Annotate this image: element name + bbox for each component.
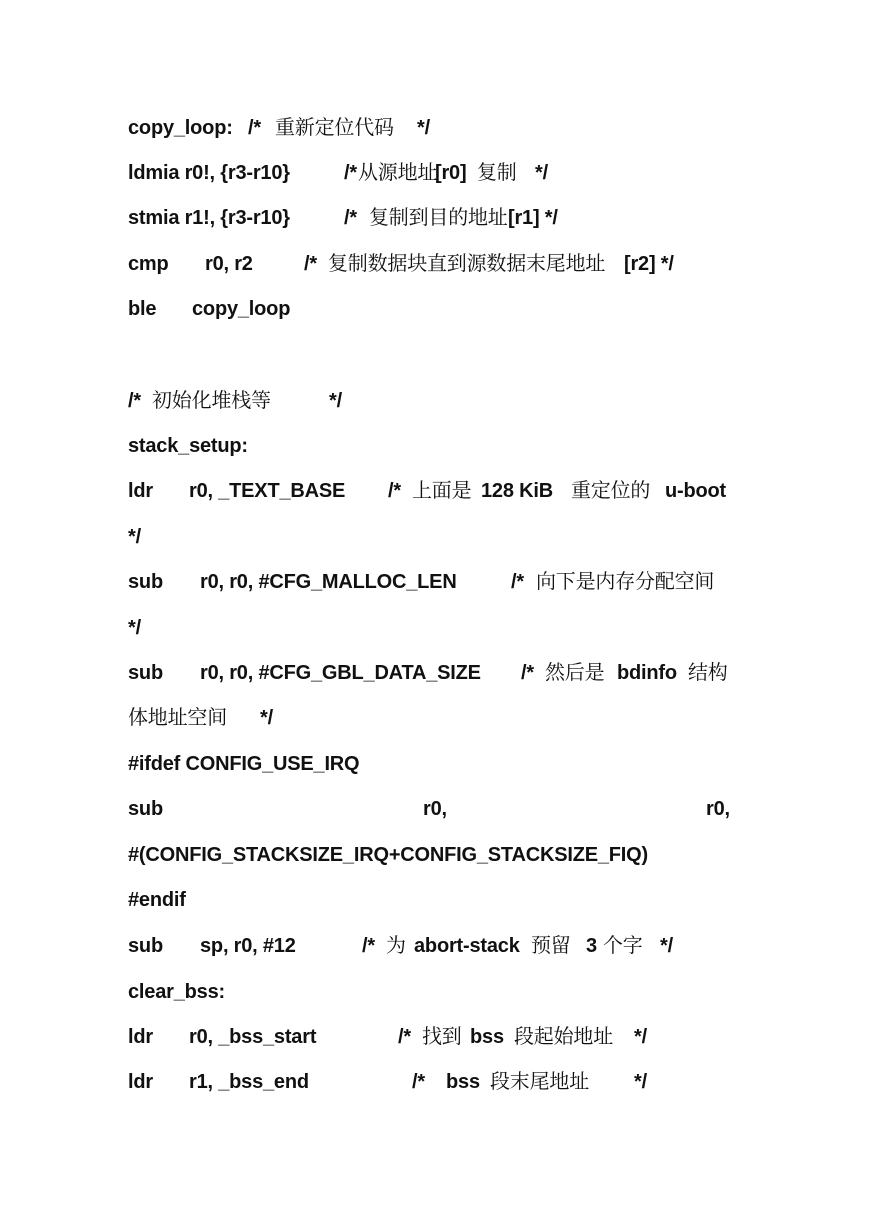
text-fragment: 个字 <box>603 935 643 957</box>
text-fragment: /* <box>362 935 375 957</box>
text-fragment: */ <box>128 526 141 548</box>
text-fragment: /* <box>344 207 357 229</box>
text-fragment: sub <box>128 571 163 593</box>
text-fragment: sub <box>128 798 163 820</box>
text-fragment: */ <box>260 707 273 729</box>
text-fragment: ldr <box>128 480 153 502</box>
text-fragment: 段起始地址 <box>514 1026 613 1048</box>
text-fragment: 体地址空间 <box>128 707 227 729</box>
text-fragment: 结构 <box>688 662 728 684</box>
text-fragment: /* <box>511 571 524 593</box>
text-fragment: r0, _bss_start <box>189 1026 317 1048</box>
text-fragment: copy_loop <box>192 298 291 320</box>
text-fragment: 128 KiB <box>481 480 553 502</box>
text-fragment: 上面是 <box>412 480 472 502</box>
text-fragment: 重定位的 <box>571 480 651 502</box>
text-fragment: ldr <box>128 1071 153 1093</box>
text-fragment: r0, <box>423 798 447 820</box>
text-fragment: 3 <box>586 935 597 957</box>
text-fragment: 为 <box>386 935 406 957</box>
text-fragment: [r1] */ <box>508 207 558 229</box>
text-fragment: */ <box>634 1071 647 1093</box>
text-fragment: [r2] */ <box>624 253 674 275</box>
text-fragment: u-boot <box>665 480 726 502</box>
text-fragment: 从源地址 <box>358 162 438 184</box>
text-fragment: stack_setup: <box>128 435 248 457</box>
text-fragment: */ <box>634 1026 647 1048</box>
text-fragment: r0, r2 <box>205 253 253 275</box>
text-fragment: */ <box>417 117 430 139</box>
text-fragment: */ <box>128 617 141 639</box>
text-fragment: sp, r0, #12 <box>200 935 296 957</box>
text-fragment: */ <box>329 390 342 412</box>
text-fragment: clear_bss: <box>128 981 225 1003</box>
text-fragment: 复制 <box>477 162 517 184</box>
text-fragment: #(CONFIG_STACKSIZE_IRQ+CONFIG_STACKSIZE_FIQ) <box>128 844 648 866</box>
text-fragment: /* <box>304 253 317 275</box>
text-fragment: #ifdef CONFIG_USE_IRQ <box>128 753 360 775</box>
text-fragment: 重新定位代码 <box>275 117 394 139</box>
text-fragment: /* <box>412 1071 425 1093</box>
text-fragment: ble <box>128 298 157 320</box>
text-fragment: [r0] <box>435 162 467 184</box>
text-fragment: stmia r1!, {r3-r10} <box>128 207 290 229</box>
text-fragment: abort-stack <box>414 935 520 957</box>
text-fragment: r0, _TEXT_BASE <box>189 480 346 502</box>
text-fragment: /* <box>388 480 401 502</box>
text-fragment: bdinfo <box>617 662 677 684</box>
text-fragment: ldmia r0!, {r3-r10} <box>128 162 290 184</box>
text-fragment: 预留 <box>531 935 571 957</box>
text-fragment: copy_loop: <box>128 117 233 139</box>
text-fragment: r0, <box>706 798 730 820</box>
text-fragment: /* <box>248 117 261 139</box>
text-fragment: 然后是 <box>545 662 605 684</box>
text-fragment: r1, _bss_end <box>189 1071 309 1093</box>
text-fragment: bss <box>446 1071 480 1093</box>
text-fragment: r0, r0, #CFG_GBL_DATA_SIZE <box>200 662 481 684</box>
text-fragment: 向下是内存分配空间 <box>536 571 715 593</box>
text-fragment: sub <box>128 935 163 957</box>
text-fragment: */ <box>660 935 673 957</box>
text-fragment: 段末尾地址 <box>490 1071 589 1093</box>
text-fragment: */ <box>535 162 548 184</box>
text-fragment: r0, r0, #CFG_MALLOC_LEN <box>200 571 457 593</box>
text-fragment: ldr <box>128 1026 153 1048</box>
text-fragment: #endif <box>128 889 186 911</box>
text-fragment: 找到 <box>422 1026 462 1048</box>
text-fragment: /* <box>521 662 534 684</box>
text-fragment: /* <box>398 1026 411 1048</box>
text-fragment: 复制到目的地址 <box>369 207 508 229</box>
text-fragment: bss <box>470 1026 504 1048</box>
text-fragment: sub <box>128 662 163 684</box>
text-fragment: 初始化堆栈等 <box>152 390 271 412</box>
text-fragment: cmp <box>128 253 169 275</box>
text-fragment: /* <box>128 390 141 412</box>
text-fragment: 复制数据块直到源数据末尾地址 <box>328 253 606 275</box>
text-fragment: /* <box>344 162 357 184</box>
